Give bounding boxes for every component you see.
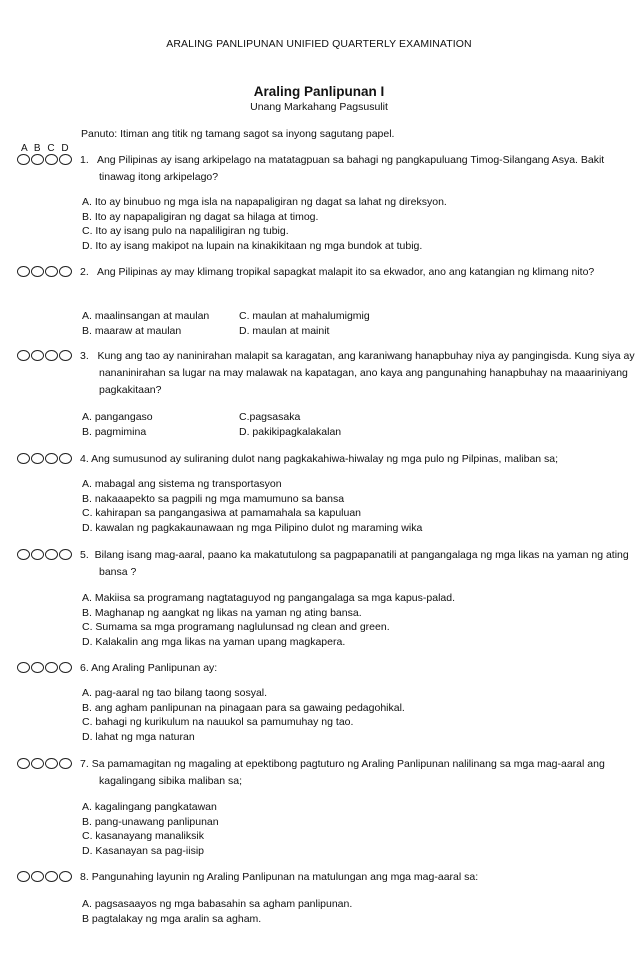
choice-d: D. kawalan ng pagkakaunawaan ng mga Pilipino dulot ng maraming wika: [82, 521, 423, 534]
choice-b: B. pagmimina: [82, 425, 147, 438]
bubble-c[interactable]: [45, 266, 58, 277]
question-text: [80, 547, 638, 581]
choice-a: A. Ito ay binubuo ng mga isla na napapaligiran ng dagat sa lahat ng direksyon.: [82, 196, 447, 208]
choice-b: B. maaraw at maulan: [82, 324, 182, 337]
bubble-c[interactable]: [45, 871, 58, 882]
question-number: 8.: [80, 871, 89, 883]
bubble-a[interactable]: [17, 871, 30, 882]
answer-bubbles[interactable]: [17, 758, 73, 771]
bubble-c[interactable]: [45, 453, 58, 464]
choices-5: [82, 591, 455, 649]
answer-bubbles[interactable]: [17, 871, 73, 884]
choice-d: D. Ito ay isang makipot na lupain na kinakikitaan ng mga bundok at tubig.: [82, 239, 423, 252]
choice-b: B. nakaaapekto sa pagpili ng mga mamumuno sa bansa: [82, 492, 345, 505]
question-text: [80, 869, 620, 886]
answer-bubbles[interactable]: [17, 350, 73, 363]
choices-4: [82, 477, 422, 535]
question-stem: Ang Pilipinas ay isang arkipelago na matatagpuan sa bahagi ng pangkapuluang Timog-Silangang Asya. Bakit tinawag itong arkipelago?: [96, 154, 605, 183]
choices-1: [82, 195, 447, 253]
answer-letters-header: A B C D: [21, 143, 69, 154]
question-text: [80, 348, 638, 399]
choice-d: D. lahat ng mga naturan: [82, 730, 195, 743]
answer-bubbles[interactable]: [17, 453, 73, 466]
choices-7: [82, 800, 219, 858]
answer-bubbles[interactable]: [17, 549, 73, 562]
choice-c: C. Ito ay isang pulo na napaliligiran ng tubig.: [82, 225, 289, 237]
choice-b: B. pang-unawang panlipunan: [82, 815, 219, 828]
bubble-b[interactable]: [31, 662, 44, 673]
bubble-d[interactable]: [59, 662, 72, 673]
question-number: 5.: [80, 549, 89, 561]
choice-d: D. maulan at mainit: [239, 324, 330, 337]
bubble-d[interactable]: [59, 758, 72, 769]
choices-6: [82, 686, 405, 744]
question-text: [80, 660, 620, 677]
choice-a: A. kagalingang pangkatawan: [82, 801, 217, 813]
bubble-a[interactable]: [17, 549, 30, 560]
bubble-c[interactable]: [45, 154, 58, 165]
question-stem: Ang Araling Panlipunan ay:: [91, 662, 218, 674]
bubble-d[interactable]: [59, 871, 72, 882]
bubble-c[interactable]: [45, 549, 58, 560]
bubble-c[interactable]: [45, 662, 58, 673]
choice-c: C. kasanayang manaliksik: [82, 830, 204, 842]
choice-a: A. pag-aaral ng tao bilang taong sosyal.: [82, 687, 268, 699]
bubble-d[interactable]: [59, 266, 72, 277]
question-number: 4.: [80, 453, 89, 465]
choice-b: B. ang agham panlipunan na pinagaan para sa gawaing pedagohikal.: [82, 701, 405, 714]
question-text: [80, 451, 620, 468]
choice-b: B. Ito ay napapaligiran ng dagat sa hilaga at timog.: [82, 210, 319, 223]
instructions: Panuto: Itiman ang titik ng tamang sagot sa inyong sagutang papel.: [81, 128, 395, 140]
bubble-b[interactable]: [31, 350, 44, 361]
choice-d: D. pakikipagkalakalan: [239, 425, 342, 438]
choices-3: [82, 410, 399, 439]
bubble-c[interactable]: [45, 758, 58, 769]
choice-a: A. Makiisa sa programang nagtataguyod ng pangangalaga sa mga kapus-palad.: [82, 592, 456, 604]
question-stem: Pangunahing layunin ng Araling Panlipunan na matulungan ang mga mag-aaral sa:: [91, 871, 479, 883]
bubble-d[interactable]: [59, 154, 72, 165]
choice-b: B pagtalakay ng mga aralin sa agham.: [82, 912, 262, 925]
choice-d: D. Kalakalin ang mga likas na yaman upang magkapera.: [82, 635, 346, 648]
question-text: [80, 264, 638, 281]
question-stem: Ang Pilipinas ay may klimang tropikal sapagkat malapit ito sa ekwador, ano ang katangian ng klimang nito?: [96, 266, 595, 278]
question-number: 2.: [80, 266, 89, 278]
question-text: [80, 756, 638, 790]
choice-c: C.pagsasaka: [239, 411, 301, 423]
bubble-b[interactable]: [31, 154, 44, 165]
question-stem: Bilang isang mag-aaral, paano ka makatutulong sa pagpapanatili at pangangalaga ng mga likas na yaman ng ating bansa ?: [94, 549, 629, 578]
choice-b: B. Maghanap ng aangkat ng likas na yaman ng ating bansa.: [82, 606, 362, 619]
bubble-b[interactable]: [31, 758, 44, 769]
question-number: 1.: [80, 154, 89, 166]
question-text: [80, 152, 638, 186]
choice-a: A. pangangaso: [82, 411, 153, 423]
choice-c: C. Sumama sa mga programang naglulunsad ng clean and green.: [82, 621, 390, 633]
bubble-b[interactable]: [31, 549, 44, 560]
bubble-a[interactable]: [17, 266, 30, 277]
choices-8: [82, 897, 352, 926]
bubble-d[interactable]: [59, 453, 72, 464]
bubble-a[interactable]: [17, 154, 30, 165]
choice-a: A. maalinsangan at maulan: [82, 310, 210, 322]
bubble-a[interactable]: [17, 662, 30, 673]
choice-c: C. maulan at mahalumigmig: [239, 310, 370, 322]
bubble-a[interactable]: [17, 453, 30, 464]
answer-bubbles[interactable]: [17, 662, 73, 675]
bubble-b[interactable]: [31, 266, 44, 277]
answer-bubbles[interactable]: [17, 266, 73, 279]
bubble-b[interactable]: [31, 871, 44, 882]
question-stem: Ang sumusunod ay suliraning dulot nang pagkakahiwa-hiwalay ng mga pulo ng Pilpinas, maliban sa;: [91, 453, 559, 465]
question-number: 3.: [80, 350, 89, 362]
choice-c: C. bahagi ng kurikulum na nauukol sa pamumuhay ng tao.: [82, 716, 354, 728]
bubble-d[interactable]: [59, 549, 72, 560]
exam-title: Araling Panlipunan I: [253, 84, 385, 99]
choice-d: D. Kasanayan sa pag-iisip: [82, 844, 204, 857]
question-number: 7.: [80, 758, 89, 770]
choice-a: A. pagsasaayos ng mga babasahin sa agham panlipunan.: [82, 898, 353, 910]
question-number: 6.: [80, 662, 89, 674]
bubble-a[interactable]: [17, 758, 30, 769]
answer-bubbles[interactable]: [17, 154, 73, 167]
choice-c: C. kahirapan sa pangangasiwa at pamamahala sa kapuluan: [82, 507, 362, 519]
choices-2: [82, 309, 399, 338]
exam-subtitle: Unang Markahang Pagsusulit: [250, 101, 388, 113]
exam-header: ARALING PANLIPUNAN UNIFIED QUARTERLY EXAMINATION: [166, 38, 472, 50]
bubble-a[interactable]: [17, 350, 30, 361]
bubble-b[interactable]: [31, 453, 44, 464]
bubble-c[interactable]: [45, 350, 58, 361]
question-stem: Sa pamamagitan ng magaling at epektibong pagtuturo ng Araling Panlipunan nalilinang sa mga mag-aaral ang kagalingang sibika maliban sa;: [91, 758, 605, 787]
bubble-d[interactable]: [59, 350, 72, 361]
question-stem: Kung ang tao ay naninirahan malapit sa karagatan, ang karaniwang hanapbuhay niya ay pangingisda. Kung siya ay nananinirahan sa lugar na may malawak na kapatagan, ano kaya ang pangunahing hanapbuhay na maaariniyang pagkakitaan?: [97, 350, 635, 396]
choice-a: A. mabagal ang sistema ng transportasyon: [82, 478, 282, 490]
